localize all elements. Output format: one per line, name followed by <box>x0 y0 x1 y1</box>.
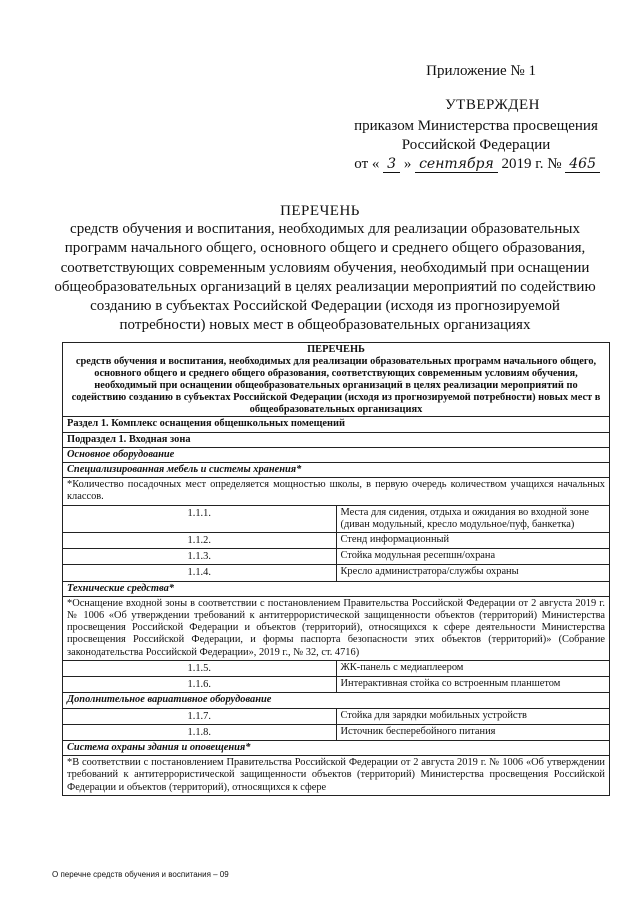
table-header-row <box>63 343 610 417</box>
item-name: Кресло администратора/службы охраны <box>336 565 610 581</box>
table-row <box>63 565 610 581</box>
year-text: 2019 г. № <box>501 156 562 172</box>
note-row <box>63 756 610 796</box>
approved-label: УТВЕРЖДЕН <box>445 97 540 113</box>
note-row <box>63 596 610 660</box>
subsection-row <box>63 432 610 447</box>
date-prefix: от « <box>354 156 380 172</box>
section-row <box>63 417 610 432</box>
handwritten-day: 3 <box>383 156 400 173</box>
handwritten-number: 465 <box>565 156 600 173</box>
table-row <box>63 724 610 740</box>
table-header-cell <box>63 343 610 417</box>
table-row <box>63 677 610 693</box>
item-number: 1.1.7. <box>63 708 337 724</box>
document-title: ПЕРЕЧЕНЬ <box>280 203 360 219</box>
group-row <box>63 581 610 596</box>
table-row <box>63 708 610 724</box>
table-row <box>63 505 610 532</box>
item-number: 1.1.5. <box>63 660 337 676</box>
additional-heading: Дополнительное вариативное оборудование <box>63 693 610 708</box>
item-number: 1.1.4. <box>63 565 337 581</box>
item-number: 1.1.8. <box>63 724 337 740</box>
item-number: 1.1.3. <box>63 549 337 565</box>
item-name: Места для сидения, отдыха и ожидания во входной зоне (диван модульный, кресло модульное/пуф, банкетка) <box>336 505 610 532</box>
handwritten-month: сентября <box>415 156 498 173</box>
group-row <box>63 463 610 478</box>
equipment-table <box>62 342 610 796</box>
item-name: Стойка для зарядки мобильных устройств <box>336 708 610 724</box>
item-number: 1.1.2. <box>63 533 337 549</box>
item-name: ЖК-панель с медиаплеером <box>336 660 610 676</box>
date-mid: » <box>403 156 412 172</box>
subsection-title: Подраздел 1. Входная зона <box>63 432 610 447</box>
basic-equipment-heading: Основное оборудование <box>63 447 610 462</box>
appendix-label: Приложение № 1 <box>426 63 536 79</box>
footer-note: О перечне средств обучения и воспитания – 09 <box>52 870 229 879</box>
approved-by-order: приказом Министерства просвещения Российской Федерации <box>354 118 598 153</box>
document-description: средств обучения и воспитания, необходимых для реализации образовательных программ начального общего, основного общего и среднего общего образования, соответствующих современным условиям обучения, необходимый при оснащении общеобразовательных организаций в целях реализации мероприятий по содействию созданию в субъектах Российской Федерации (исходя из прогнозируемой потребности) новых мест в общеобразовательных организациях <box>54 221 596 334</box>
item-name: Интерактивная стойка со встроенным планшетом <box>336 677 610 693</box>
section-title: Раздел 1. Комплекс оснащения общешкольных помещений <box>63 417 610 432</box>
item-number: 1.1.6. <box>63 677 337 693</box>
order-date-line <box>354 156 600 173</box>
tech-note: *Оснащение входной зоны в соответствии с постановлением Правительства Российской Федерации от 2 августа 2019 г. № 1006 «Об утверждении требований к антитеррористической защищенности объектов (территорий) Министерства просвещения Российской Федерации и объектов (территорий), относящихся к сфере деятельности Министерства просвещения Российской Федерации, и формы паспорта безопасности этих объектов (территорий)» (Собрание законодательства Российской Федерации», 2019 г., № 32, ст. 4716) <box>63 596 610 660</box>
security-heading: Система охраны здания и оповещения* <box>63 740 610 755</box>
furniture-note: *Количество посадочных мест определяется мощностью школы, в первую очередь количеством учащихся начальных классов. <box>63 478 610 505</box>
group-row <box>63 693 610 708</box>
item-name: Стойка модульная ресепшн/охрана <box>336 549 610 565</box>
item-number: 1.1.1. <box>63 505 337 532</box>
tech-heading: Технические средства* <box>63 581 610 596</box>
table-row <box>63 660 610 676</box>
table-row <box>63 549 610 565</box>
note-row <box>63 478 610 505</box>
table-header-title: ПЕРЕЧЕНЬ <box>307 344 365 355</box>
furniture-heading: Специализированная мебель и системы хранения* <box>63 463 610 478</box>
group-row <box>63 740 610 755</box>
group-row <box>63 447 610 462</box>
table-row <box>63 533 610 549</box>
item-name: Источник бесперебойного питания <box>336 724 610 740</box>
table-header-text: средств обучения и воспитания, необходимых для реализации образовательных программ начального общего, основного общего и среднего общего образования, соответствующих современным условиям обучения, необходимый при оснащении общеобразовательных организаций в целях реализации мероприятий по содействию созданию в субъектах Российской Федерации (исходя из прогнозируемой потребности) новых мест в общеобразовательных организациях <box>71 355 601 415</box>
security-note: *В соответствии с постановлением Правительства Российской Федерации от 2 августа 2019 г. № 1006 «Об утверждении требований к антитеррористической защищенности объектов (территорий) Министерства просвещения Российской Федерации и объектов (территорий), относящихся к сфере <box>63 756 610 796</box>
item-name: Стенд информационный <box>336 533 610 549</box>
